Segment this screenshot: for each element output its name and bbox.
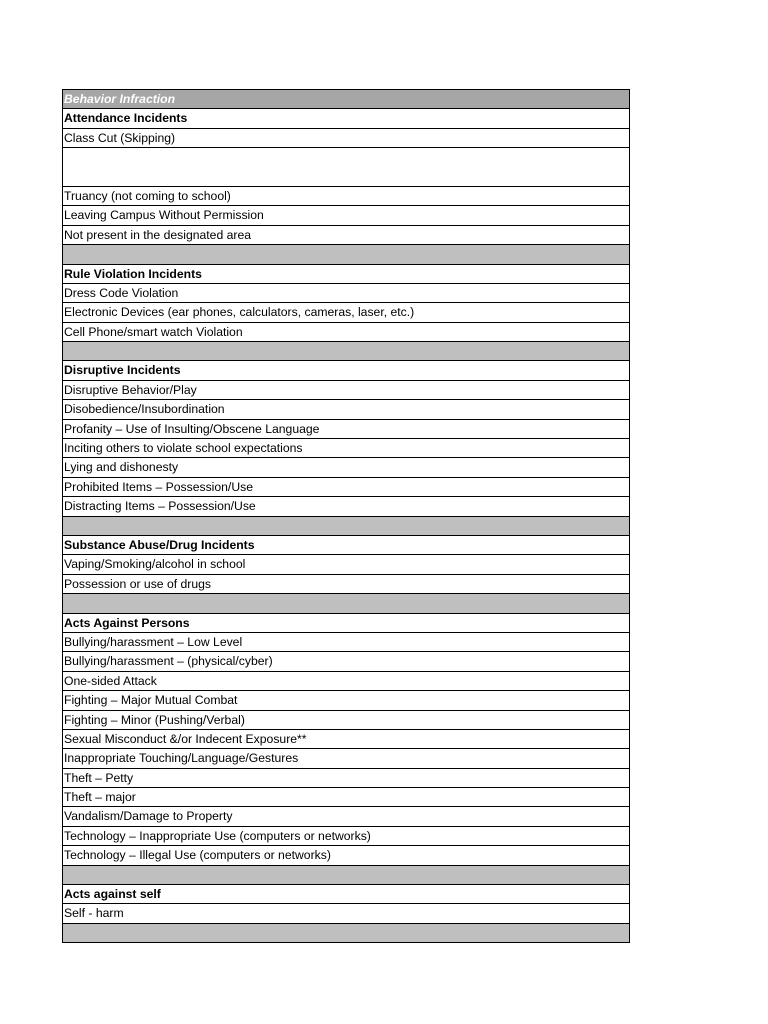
category-rule-violation: Rule Violation Incidents: [63, 265, 629, 284]
table-row: Bullying/harassment – Low Level: [63, 633, 629, 652]
section-divider: [63, 924, 629, 943]
table-row: Electronic Devices (ear phones, calculators, cameras, laser, etc.): [63, 303, 629, 322]
table-row: Theft – Petty: [63, 769, 629, 788]
category-acts-against-self: Acts against self: [63, 885, 629, 904]
table-row: Bullying/harassment – (physical/cyber): [63, 652, 629, 671]
table-row: Possession or use of drugs: [63, 575, 629, 594]
section-divider: [63, 342, 629, 361]
table-row: One-sided Attack: [63, 672, 629, 691]
table-row: Inappropriate Touching/Language/Gestures: [63, 749, 629, 768]
table-row: Distracting Items – Possession/Use: [63, 497, 629, 516]
table-row: Self - harm: [63, 904, 629, 923]
table-row: Disruptive Behavior/Play: [63, 381, 629, 400]
table-row: Technology – Illegal Use (computers or networks): [63, 846, 629, 865]
category-acts-against-persons: Acts Against Persons: [63, 614, 629, 633]
table-row: Not present in the designated area: [63, 226, 629, 245]
table-row: Leaving Campus Without Permission: [63, 206, 629, 225]
table-row: Lying and dishonesty: [63, 458, 629, 477]
section-divider: [63, 517, 629, 536]
table-row: Truancy (not coming to school): [63, 187, 629, 206]
infraction-table: [62, 89, 630, 943]
table-header: Behavior Infraction: [63, 90, 629, 109]
category-substance-abuse: Substance Abuse/Drug Incidents: [63, 536, 629, 555]
category-attendance: Attendance Incidents: [63, 109, 629, 128]
table-row: [63, 148, 629, 187]
section-divider: [63, 245, 629, 264]
category-disruptive: Disruptive Incidents: [63, 361, 629, 380]
table-row: Fighting – Minor (Pushing/Verbal): [63, 711, 629, 730]
table-row: Prohibited Items – Possession/Use: [63, 478, 629, 497]
table-row: Class Cut (Skipping): [63, 129, 629, 148]
table-row: Vandalism/Damage to Property: [63, 807, 629, 826]
table-row: Dress Code Violation: [63, 284, 629, 303]
table-row: Profanity – Use of Insulting/Obscene Language: [63, 420, 629, 439]
section-divider: [63, 594, 629, 613]
table-row: Fighting – Major Mutual Combat: [63, 691, 629, 710]
table-row: Sexual Misconduct &/or Indecent Exposure**: [63, 730, 629, 749]
table-row: Disobedience/Insubordination: [63, 400, 629, 419]
table-row: Technology – Inappropriate Use (computers or networks): [63, 827, 629, 846]
section-divider: [63, 866, 629, 885]
table-row: Cell Phone/smart watch Violation: [63, 323, 629, 342]
table-row: Vaping/Smoking/alcohol in school: [63, 555, 629, 574]
table-row: Inciting others to violate school expectations: [63, 439, 629, 458]
table-row: Theft – major: [63, 788, 629, 807]
